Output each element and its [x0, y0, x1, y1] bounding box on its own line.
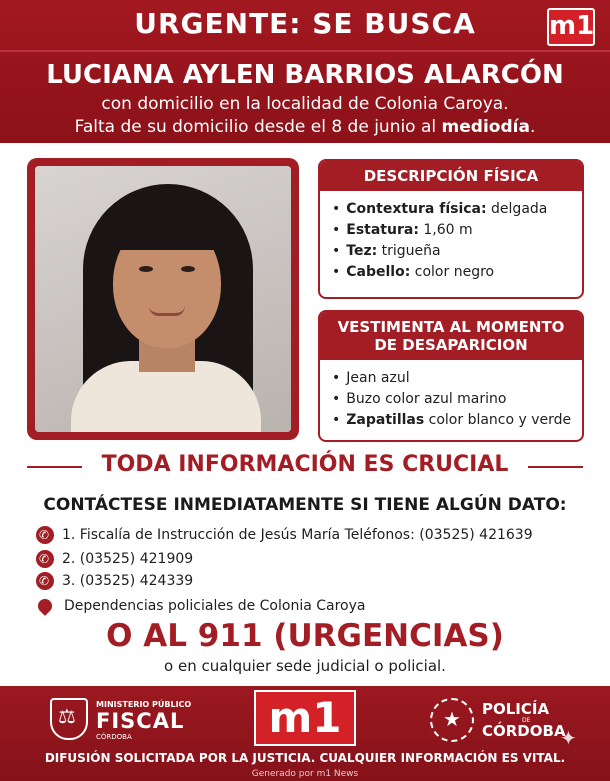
- m1-logo: m1: [547, 8, 595, 46]
- fiscal-label: FISCAL: [96, 709, 185, 733]
- clothing-value: Buzo color azul marino: [346, 391, 507, 407]
- description-label: Tez:: [346, 243, 378, 259]
- missing-since-end: .: [529, 117, 536, 137]
- contact-text: Dependencias policiales de Colonia Caroya: [64, 598, 366, 614]
- policia-label: POLICÍA: [482, 700, 550, 718]
- clothing-item: [332, 410, 572, 431]
- address-line: con domicilio en la localidad de Colonia Caroya.: [101, 94, 509, 114]
- crucial-heading: TODA INFORMACIÓN ES CRUCIAL: [101, 452, 509, 477]
- photo-mouth: [149, 306, 185, 316]
- contact-item: [36, 524, 533, 546]
- mp-city-label: CÓRDOBA: [96, 733, 132, 741]
- clothing-label: Zapatillas: [346, 412, 425, 428]
- police-badge-icon: [430, 698, 474, 742]
- description-label: Estatura:: [346, 222, 419, 238]
- phone-icon: [36, 572, 54, 590]
- ministerio-fiscal-logo: [50, 698, 200, 742]
- clothing-value: Jean azul: [346, 370, 410, 386]
- location-pin-icon: [35, 596, 55, 616]
- footer-disclaimer: DIFUSIÓN SOLICITADA POR LA JUSTICIA. CUALQUIER INFORMACIÓN ES VITAL.: [44, 751, 566, 765]
- phone-icon: [36, 526, 54, 544]
- photo-frame: [27, 158, 299, 440]
- photo-eye-left: [139, 266, 153, 272]
- missing-since-time: mediodía: [441, 117, 530, 137]
- description-box: [318, 159, 584, 299]
- m1-footer-logo: m1: [254, 690, 356, 746]
- clothing-item: [332, 389, 572, 410]
- shield-icon: [50, 698, 88, 740]
- cordoba-label: CÓRDOBA: [482, 722, 566, 740]
- description-title: DESCRIPCIÓN FÍSICA: [320, 161, 582, 191]
- emergency-subtext: o en cualquier sede judicial o policial.: [164, 657, 446, 675]
- contact-text: 1. Fiscalía de Instrucción de Jesús María Teléfonos: (03525) 421639: [62, 527, 533, 543]
- sparkle-icon: ✦: [560, 726, 577, 750]
- photo-bangs: [109, 206, 225, 250]
- person-photo: [35, 166, 291, 432]
- photo-eye-right: [181, 266, 195, 272]
- contact-text: 3. (03525) 424339: [62, 573, 194, 589]
- missing-person-name: LUCIANA AYLEN BARRIOS ALARCÓN: [46, 60, 564, 90]
- description-list: [320, 191, 582, 283]
- clothing-title: VESTIMENTA AL MOMENTO DE DESAPARICION: [320, 312, 582, 360]
- description-item: [332, 199, 572, 220]
- missing-since-text: Falta de su domicilio desde el 8 de junio al: [74, 117, 442, 137]
- de-label: DE: [522, 717, 531, 724]
- description-value: color negro: [410, 264, 495, 280]
- description-item: [332, 262, 572, 283]
- missing-since-line: [0, 117, 610, 137]
- description-value: trigueña: [377, 243, 441, 259]
- contact-text: 2. (03525) 421909: [62, 551, 194, 567]
- clothing-list: [320, 360, 582, 431]
- mp-label: MINISTERIO PÚBLICO: [96, 700, 192, 709]
- clothing-value: color blanco y verde: [424, 412, 572, 428]
- contact-heading: CONTÁCTESE INMEDIATAMENTE SI TIENE ALGÚN DATO:: [43, 495, 567, 515]
- generated-by: Generado por m1 News: [251, 769, 359, 779]
- description-item: [332, 241, 572, 262]
- footer-banner: [0, 686, 610, 781]
- header-banner: [0, 0, 610, 143]
- clothing-box: [318, 310, 584, 442]
- description-label: Cabello:: [346, 264, 411, 280]
- description-item: [332, 220, 572, 241]
- description-value: delgada: [486, 201, 548, 217]
- description-value: 1,60 m: [418, 222, 473, 238]
- description-label: Contextura física:: [346, 201, 487, 217]
- emergency-number: O AL 911 (URGENCIAS): [106, 618, 504, 654]
- contact-item: [36, 548, 193, 570]
- phone-icon: [36, 550, 54, 568]
- contact-item: [36, 570, 193, 592]
- contact-item: [36, 595, 365, 617]
- clothing-item: [332, 368, 572, 389]
- poster-title: URGENTE: SE BUSCA: [134, 7, 476, 40]
